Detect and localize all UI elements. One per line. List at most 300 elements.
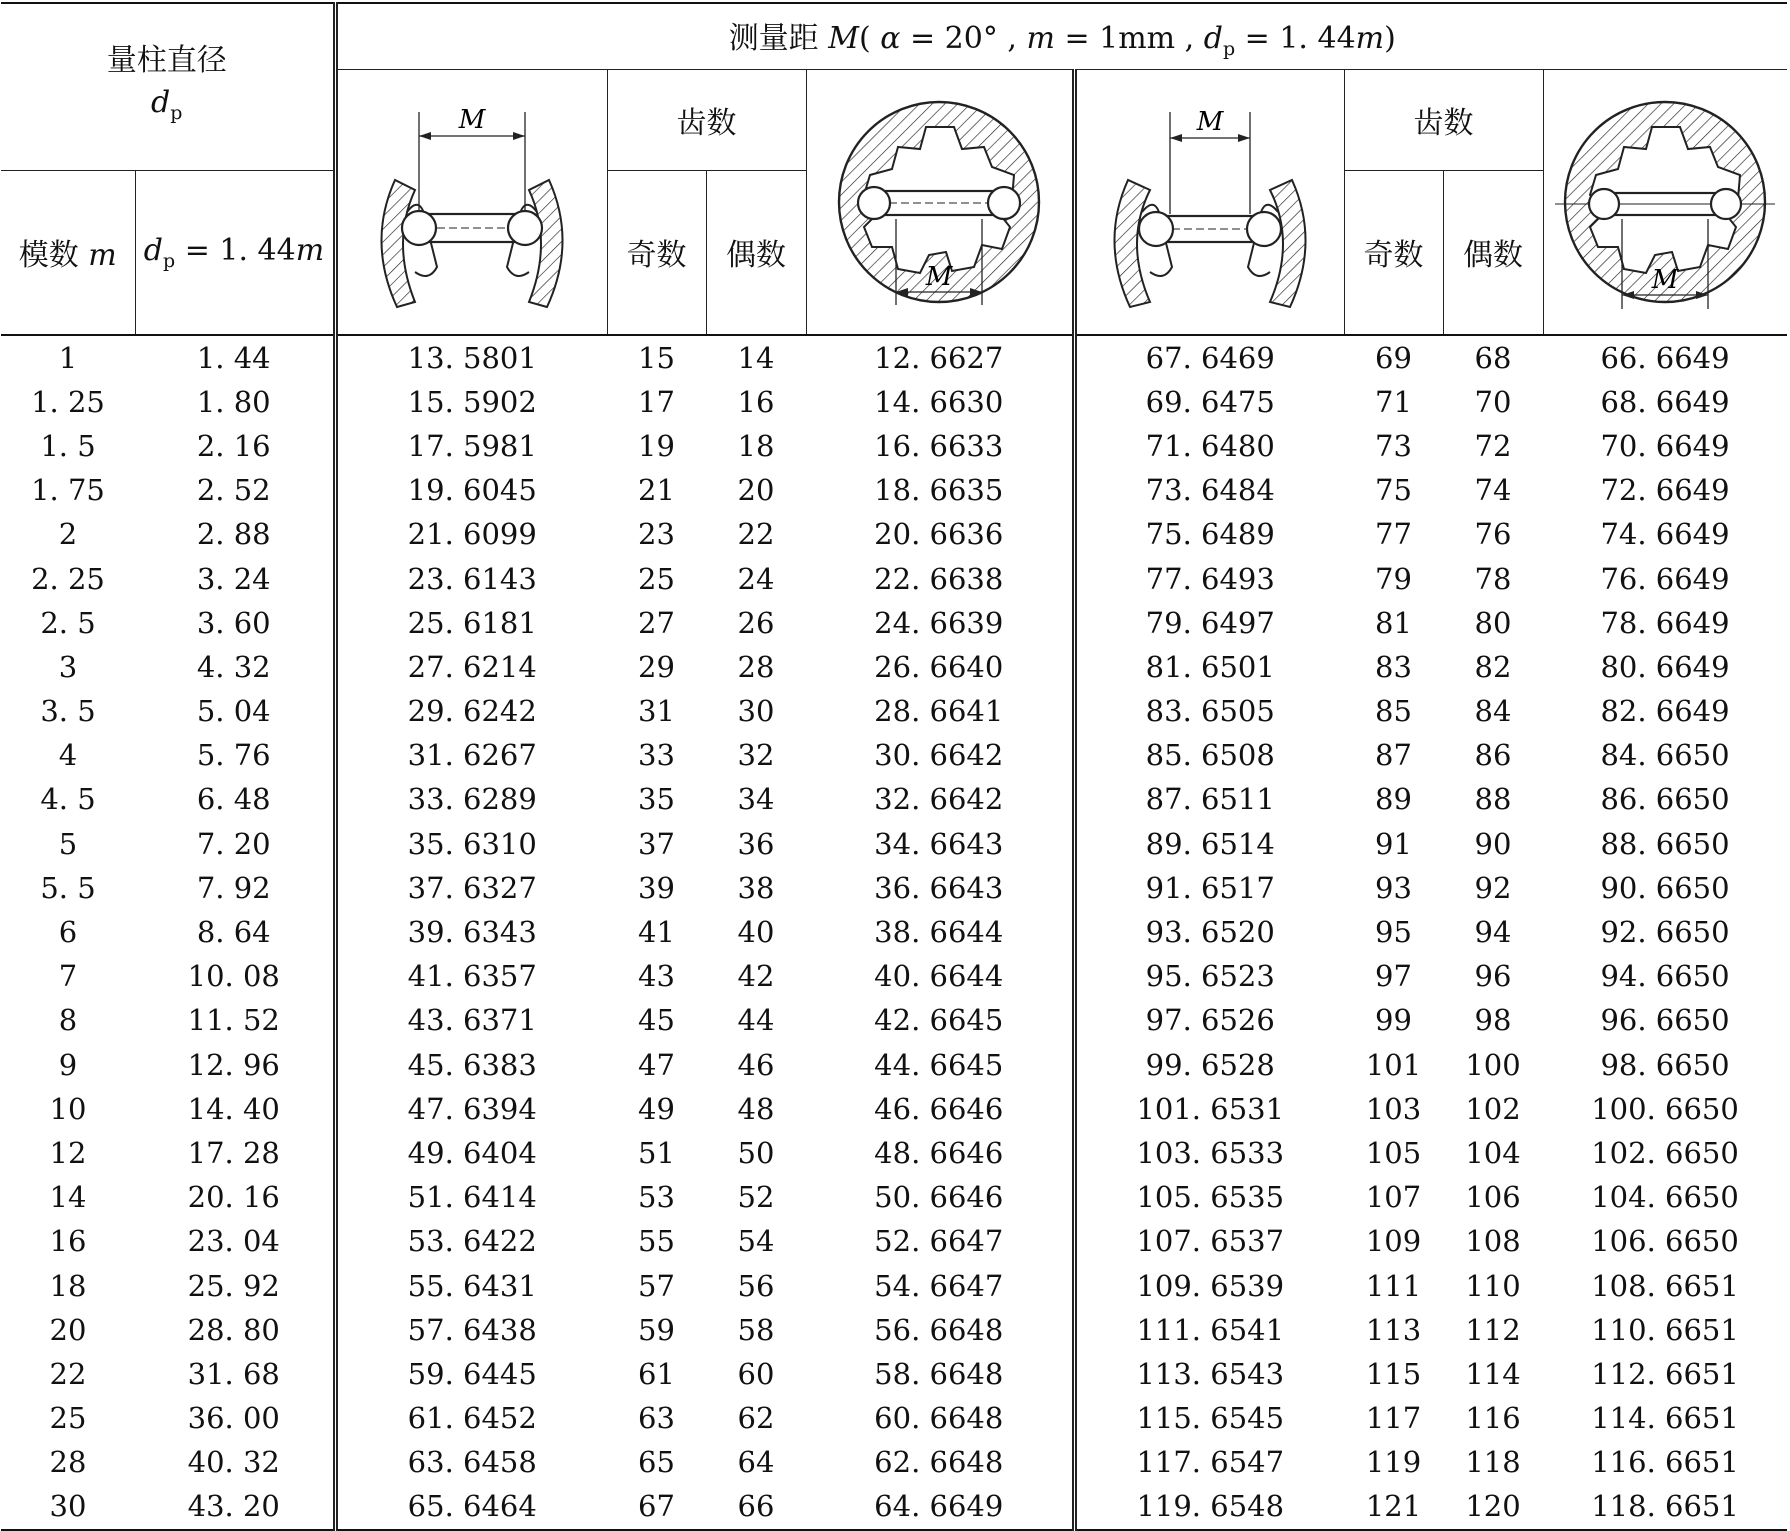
- cell-teeth-even: 18: [737, 428, 775, 463]
- cell-m-ext-large: 73. 6484: [1145, 473, 1275, 508]
- cell-teeth-even: 26: [737, 605, 775, 640]
- cell-m-ext-large: 79. 6497: [1145, 605, 1275, 640]
- cell-teeth-even: 42: [737, 959, 775, 994]
- cell-teeth-odd-2: 99: [1375, 1003, 1412, 1038]
- cell-m-ext-odd-even: 15. 5902: [407, 384, 537, 419]
- cell-m-int-odd-even: 40. 6644: [806, 954, 1074, 998]
- cell-m-int-large: 84. 6650: [1600, 738, 1730, 773]
- figure-internal-large: [1543, 69, 1787, 335]
- table-row: [1, 733, 1787, 777]
- cell-teeth-even: 46: [737, 1047, 775, 1082]
- cell-teeth-even-2: 72: [1474, 428, 1512, 463]
- cell-m-ext-odd-even: 55. 6431: [407, 1268, 537, 1303]
- cell-teeth-even-2: 92: [1474, 870, 1512, 905]
- cell-m-ext-large: 83. 6505: [1145, 694, 1275, 729]
- cell-m-ext-large: 67. 6469: [1145, 340, 1275, 375]
- cell-teeth-odd-2: 107: [1365, 1180, 1422, 1215]
- cell-teeth-odd-2: 69: [1375, 340, 1412, 375]
- cell-m-int-large: 92. 6650: [1600, 915, 1730, 950]
- cell-module: 10: [49, 1091, 87, 1126]
- cell-gauge-dia: 28. 80: [135, 1308, 335, 1352]
- table-row: [1, 1352, 1787, 1396]
- cell-m-ext-large: 91. 6517: [1145, 870, 1275, 905]
- cell-m-int-large: 104. 6650: [1591, 1180, 1739, 1215]
- cell-m-ext-large: 105. 6535: [1136, 1180, 1285, 1215]
- cell-teeth-odd: 57: [638, 1268, 675, 1303]
- dp-symbol: d: [143, 232, 164, 268]
- measure-title-close: ): [1384, 20, 1396, 56]
- cell-m-ext-odd-even: 63. 6458: [407, 1445, 537, 1480]
- cell-m-ext-large: 85. 6508: [1145, 738, 1275, 773]
- cell-m-ext-odd-even: 59. 6445: [407, 1356, 537, 1391]
- cell-m-int-odd-even: 20. 6636: [806, 512, 1074, 556]
- table-row: [1, 866, 1787, 910]
- header-teeth-count-2: [1344, 69, 1543, 170]
- cell-teeth-even: 50: [737, 1135, 775, 1170]
- cell-teeth-even: 22: [737, 517, 775, 552]
- cell-m-int-large: 98. 6650: [1600, 1047, 1730, 1082]
- measurement-table: [1, 2, 1787, 1531]
- cell-teeth-odd: 55: [638, 1224, 675, 1259]
- cell-m-ext-large: 93. 6520: [1145, 915, 1275, 950]
- cell-module: 1. 5: [40, 428, 96, 463]
- cell-m-ext-large: 95. 6523: [1145, 959, 1275, 994]
- cell-m-int-large: 118. 6651: [1543, 1484, 1787, 1529]
- header-teeth-count-1: [607, 69, 806, 170]
- cell-teeth-even-2: 78: [1474, 561, 1512, 596]
- cell-m-int-odd-even: 32. 6642: [806, 777, 1074, 821]
- cell-m-int-odd-even: 18. 6635: [806, 468, 1074, 512]
- cell-teeth-even-2: 68: [1474, 340, 1512, 375]
- cell-module: 28: [49, 1445, 87, 1480]
- dp-subscript: p: [163, 249, 176, 272]
- cell-m-int-odd-even: 22. 6638: [806, 556, 1074, 600]
- cell-teeth-odd-2: 121: [1344, 1484, 1443, 1529]
- cell-m-ext-odd-even: 37. 6327: [407, 870, 537, 905]
- cell-gauge-dia: 14. 40: [135, 1087, 335, 1131]
- cell-m-ext-odd-even: 41. 6357: [407, 959, 537, 994]
- cell-teeth-even-2: 70: [1474, 384, 1512, 419]
- cell-teeth-even: 62: [737, 1401, 775, 1436]
- cell-m-int-large: 102. 6650: [1591, 1135, 1739, 1170]
- cell-module: 4: [58, 738, 78, 773]
- cell-m-ext-odd-even: 53. 6422: [407, 1224, 537, 1259]
- cell-m-int-odd-even: 48. 6646: [806, 1131, 1074, 1175]
- cell-m-int-large: 96. 6650: [1600, 1003, 1730, 1038]
- cell-module: 1. 75: [31, 473, 105, 508]
- cell-m-ext-odd-even: 35. 6310: [407, 826, 537, 861]
- cell-teeth-odd: 21: [638, 473, 675, 508]
- cell-gauge-dia: 40. 32: [135, 1440, 335, 1484]
- table-row: [1, 1263, 1787, 1307]
- cell-module: 2. 25: [31, 561, 105, 596]
- cell-teeth-odd: 43: [638, 959, 675, 994]
- cell-teeth-even: 48: [737, 1091, 775, 1126]
- cell-m-int-odd-even: 28. 6641: [806, 689, 1074, 733]
- cell-m-int-odd-even: 36. 6643: [806, 866, 1074, 910]
- cell-teeth-odd-2: 105: [1365, 1135, 1422, 1170]
- cell-teeth-odd: 23: [638, 517, 675, 552]
- cell-m-ext-large: 115. 6545: [1136, 1401, 1285, 1436]
- cell-teeth-odd: 31: [638, 694, 675, 729]
- cell-gauge-dia: 5. 04: [135, 689, 335, 733]
- cell-m-int-large: 100. 6650: [1591, 1091, 1739, 1126]
- header-gauge-diameter: [1, 3, 335, 170]
- cell-teeth-odd: 51: [638, 1135, 675, 1170]
- cell-teeth-even: 20: [737, 473, 775, 508]
- cell-m-ext-large: 77. 6493: [1145, 561, 1275, 596]
- cell-m-int-large: 88. 6650: [1600, 826, 1730, 861]
- cell-teeth-odd: 37: [638, 826, 675, 861]
- cell-module: 7: [58, 959, 78, 994]
- cell-m-int-large: 80. 6649: [1600, 649, 1730, 684]
- cell-teeth-odd: 61: [638, 1356, 675, 1391]
- cell-teeth-even: 56: [737, 1268, 775, 1303]
- cell-m-ext-odd-even: 19. 6045: [407, 473, 537, 508]
- cell-teeth-even-2: 114: [1465, 1356, 1521, 1391]
- cell-teeth-odd: 63: [638, 1401, 675, 1436]
- cell-teeth-even: 24: [737, 561, 775, 596]
- dp-m: m: [295, 232, 325, 268]
- table-row: [1, 380, 1787, 424]
- cell-module: 22: [49, 1356, 87, 1391]
- table-row: [1, 1087, 1787, 1131]
- table-row: [1, 468, 1787, 512]
- cell-m-ext-odd-even: 23. 6143: [407, 561, 537, 596]
- cell-m-int-large: 66. 6649: [1600, 340, 1730, 375]
- cell-teeth-even-2: 82: [1474, 649, 1512, 684]
- cell-teeth-even: 16: [737, 384, 775, 419]
- cell-module: 12: [49, 1135, 87, 1170]
- cell-teeth-even: 30: [737, 694, 775, 729]
- cell-module: 6: [58, 915, 78, 950]
- table-row: [1, 910, 1787, 954]
- cell-module: 16: [49, 1224, 87, 1259]
- cell-m-ext-large: 99. 6528: [1145, 1047, 1275, 1082]
- cell-gauge-dia: 36. 00: [135, 1396, 335, 1440]
- cell-teeth-odd-2: 119: [1365, 1445, 1422, 1480]
- cell-teeth-odd-2: 75: [1375, 473, 1412, 508]
- table-row: [1, 1308, 1787, 1352]
- measure-title-mid2: = 1mm ,: [1054, 20, 1204, 56]
- cell-m-int-large: 82. 6649: [1600, 694, 1730, 729]
- cell-teeth-even-2: 110: [1465, 1268, 1521, 1303]
- cell-m-ext-large: 109. 6539: [1136, 1268, 1285, 1303]
- cell-m-int-odd-even: 50. 6646: [806, 1175, 1074, 1219]
- cell-m-ext-odd-even: 13. 5801: [407, 340, 537, 375]
- cell-teeth-odd-2: 91: [1375, 826, 1412, 861]
- cell-m-ext-odd-even: 25. 6181: [407, 605, 537, 640]
- cell-m-ext-large: 81. 6501: [1145, 649, 1275, 684]
- cell-gauge-dia: 2. 16: [135, 424, 335, 468]
- cell-m-int-odd-even: 44. 6645: [806, 1043, 1074, 1087]
- cell-teeth-odd-2: 95: [1375, 915, 1412, 950]
- cell-m-int-odd-even: 12. 6627: [806, 335, 1074, 380]
- figure-external-odd-even: [335, 69, 607, 335]
- cell-module: 30: [1, 1484, 135, 1529]
- cell-m-ext-large: 71. 6480: [1145, 428, 1275, 463]
- cell-teeth-odd-2: 117: [1365, 1401, 1422, 1436]
- cell-m-ext-odd-even: 49. 6404: [407, 1135, 537, 1170]
- cell-m-int-large: 74. 6649: [1600, 517, 1730, 552]
- cell-teeth-odd-2: 93: [1375, 870, 1412, 905]
- cell-m-int-large: 68. 6649: [1600, 384, 1730, 419]
- cell-teeth-odd-2: 97: [1375, 959, 1412, 994]
- cell-teeth-even: 38: [737, 870, 775, 905]
- cell-teeth-even: 34: [737, 782, 775, 817]
- cell-m-int-odd-even: 56. 6648: [806, 1308, 1074, 1352]
- cell-teeth-even: 54: [737, 1224, 775, 1259]
- cell-module: 1. 25: [31, 384, 105, 419]
- table-row: [1, 645, 1787, 689]
- odd-label-1: 奇数: [626, 238, 687, 273]
- cell-m-ext-large: 117. 6547: [1136, 1445, 1285, 1480]
- table-row: [1, 1131, 1787, 1175]
- cell-teeth-even-2: 76: [1474, 517, 1512, 552]
- table-row: [1, 954, 1787, 998]
- cell-gauge-dia: 10. 08: [135, 954, 335, 998]
- internal-gear-pin-diagram-2: [1550, 87, 1780, 317]
- cell-teeth-odd: 67: [607, 1484, 706, 1529]
- cell-m-ext-odd-even: 51. 6414: [407, 1180, 537, 1215]
- header-odd-2: [1344, 170, 1443, 335]
- cell-teeth-odd-2: 83: [1375, 649, 1412, 684]
- cell-teeth-odd-2: 115: [1365, 1356, 1422, 1391]
- cell-m-int-large: 90. 6650: [1600, 870, 1730, 905]
- cell-teeth-even: 64: [737, 1445, 775, 1480]
- cell-module: 9: [58, 1047, 78, 1082]
- cell-m-ext-odd-even: 65. 6464: [335, 1484, 607, 1529]
- external-gear-pin-diagram: [367, 92, 577, 312]
- cell-gauge-dia: 43. 20: [135, 1484, 335, 1529]
- cell-m-int-large: 86. 6650: [1600, 782, 1730, 817]
- cell-m-int-large: 70. 6649: [1600, 428, 1730, 463]
- cell-teeth-odd: 41: [638, 915, 675, 950]
- cell-module: 2. 5: [40, 605, 96, 640]
- cell-teeth-even: 14: [737, 340, 775, 375]
- cell-m-ext-odd-even: 57. 6438: [407, 1312, 537, 1347]
- cell-gauge-dia: 1. 44: [135, 335, 335, 380]
- cell-teeth-even-2: 112: [1465, 1312, 1521, 1347]
- cell-teeth-odd: 59: [638, 1312, 675, 1347]
- cell-teeth-even-2: 102: [1465, 1091, 1521, 1126]
- cell-teeth-even-2: 116: [1465, 1401, 1521, 1436]
- cell-m-int-odd-even: 42. 6645: [806, 998, 1074, 1042]
- measure-title-m2: m: [1355, 20, 1385, 56]
- cell-module: 8: [58, 1003, 78, 1038]
- header-dp-formula: [135, 170, 335, 335]
- cell-teeth-odd-2: 111: [1365, 1268, 1422, 1303]
- cell-teeth-even-2: 98: [1474, 1003, 1512, 1038]
- cell-m-int-odd-even: 52. 6647: [806, 1219, 1074, 1263]
- cell-m-int-odd-even: 58. 6648: [806, 1352, 1074, 1396]
- odd-label-2: 奇数: [1363, 238, 1424, 273]
- header-module: [1, 170, 135, 335]
- cell-teeth-even-2: 88: [1474, 782, 1512, 817]
- cell-gauge-dia: 8. 64: [135, 910, 335, 954]
- cell-gauge-dia: 2. 88: [135, 512, 335, 556]
- table-row: [1, 1440, 1787, 1484]
- gauge-diameter-label: 量柱直径: [106, 42, 227, 78]
- cell-teeth-even-2: 118: [1465, 1445, 1521, 1480]
- cell-m-ext-odd-even: 29. 6242: [407, 694, 537, 729]
- figure-external-large: [1074, 69, 1344, 335]
- header-even-1: [706, 170, 806, 335]
- cell-teeth-odd: 49: [638, 1091, 675, 1126]
- table-row: [1, 601, 1787, 645]
- cell-module: 20: [49, 1312, 87, 1347]
- table-row: [1, 1043, 1787, 1087]
- cell-m-int-odd-even: 54. 6647: [806, 1263, 1074, 1307]
- cell-teeth-even: 44: [737, 1003, 775, 1038]
- cell-m-ext-large: 107. 6537: [1136, 1224, 1285, 1259]
- table-row: [1, 689, 1787, 733]
- cell-teeth-even: 66: [706, 1484, 806, 1529]
- cell-m-int-odd-even: 24. 6639: [806, 601, 1074, 645]
- cell-module: 3: [58, 649, 78, 684]
- cell-m-ext-large: 103. 6533: [1136, 1135, 1285, 1170]
- cell-teeth-odd: 35: [638, 782, 675, 817]
- cell-gauge-dia: 3. 60: [135, 601, 335, 645]
- cell-teeth-even-2: 90: [1474, 826, 1512, 861]
- external-gear-pin-diagram-2: [1100, 92, 1320, 312]
- cell-teeth-odd: 53: [638, 1180, 675, 1215]
- measure-title-open: (: [858, 20, 881, 56]
- cell-gauge-dia: 25. 92: [135, 1263, 335, 1307]
- cell-module: 18: [49, 1268, 87, 1303]
- cell-teeth-even: 32: [737, 738, 775, 773]
- cell-gauge-dia: 4. 32: [135, 645, 335, 689]
- cell-gauge-dia: 2. 52: [135, 468, 335, 512]
- measure-title-M: M: [828, 20, 859, 56]
- cell-gauge-dia: 17. 28: [135, 1131, 335, 1175]
- cell-m-int-large: 112. 6651: [1591, 1356, 1739, 1391]
- cell-teeth-even-2: 108: [1465, 1224, 1521, 1259]
- figure-M-label-2: M: [925, 261, 953, 292]
- cell-module: 5: [58, 826, 78, 861]
- header-odd-1: [607, 170, 706, 335]
- cell-m-ext-odd-even: 27. 6214: [407, 649, 537, 684]
- cell-module: 25: [49, 1401, 87, 1436]
- cell-m-ext-odd-even: 17. 5981: [407, 428, 537, 463]
- cell-teeth-even-2: 120: [1443, 1484, 1543, 1529]
- cell-teeth-even: 36: [737, 826, 775, 861]
- header-even-2: [1443, 170, 1543, 335]
- cell-m-ext-odd-even: 43. 6371: [407, 1003, 537, 1038]
- cell-teeth-odd-2: 71: [1375, 384, 1412, 419]
- cell-teeth-even-2: 104: [1465, 1135, 1521, 1170]
- internal-gear-pin-diagram-1: [834, 87, 1044, 317]
- cell-gauge-dia: 20. 16: [135, 1175, 335, 1219]
- cell-gauge-dia: 23. 04: [135, 1219, 335, 1263]
- cell-teeth-odd: 17: [638, 384, 675, 419]
- cell-m-int-odd-even: 46. 6646: [806, 1087, 1074, 1131]
- cell-teeth-odd: 27: [638, 605, 675, 640]
- table-row: [1, 424, 1787, 468]
- cell-m-int-odd-even: 64. 6649: [806, 1484, 1074, 1529]
- table-row: [1, 777, 1787, 821]
- even-label-1: 偶数: [726, 238, 786, 273]
- cell-teeth-odd-2: 113: [1365, 1312, 1422, 1347]
- module-symbol: m: [88, 238, 117, 273]
- figure-M-label-1: M: [458, 104, 486, 135]
- cell-m-int-large: 114. 6651: [1591, 1401, 1739, 1436]
- cell-teeth-odd: 47: [638, 1047, 675, 1082]
- cell-teeth-odd: 65: [638, 1445, 675, 1480]
- measure-title-m: m: [1026, 20, 1055, 56]
- cell-gauge-dia: 6. 48: [135, 777, 335, 821]
- cell-teeth-odd: 15: [638, 340, 675, 375]
- cell-module: 5. 5: [40, 870, 96, 905]
- cell-teeth-even: 60: [737, 1356, 775, 1391]
- measure-title-alpha: α: [880, 20, 901, 56]
- cell-module: 2: [58, 517, 78, 552]
- cell-gauge-dia: 7. 92: [135, 866, 335, 910]
- measure-title-prefix: 测量距: [728, 20, 829, 56]
- module-label: 模数: [18, 238, 79, 273]
- cell-teeth-odd-2: 77: [1375, 517, 1412, 552]
- cell-teeth-odd-2: 101: [1365, 1047, 1422, 1082]
- cell-module: 4. 5: [40, 782, 96, 817]
- header-measurement-distance: [335, 3, 1787, 69]
- cell-m-int-odd-even: 34. 6643: [806, 822, 1074, 866]
- table-row: [1, 822, 1787, 866]
- measure-title-mid1: = 20° ,: [900, 20, 1027, 56]
- cell-module: 14: [49, 1180, 87, 1215]
- cell-teeth-odd-2: 87: [1375, 738, 1412, 773]
- cell-teeth-odd: 45: [638, 1003, 675, 1038]
- cell-teeth-odd-2: 103: [1365, 1091, 1422, 1126]
- cell-gauge-dia: 12. 96: [135, 1043, 335, 1087]
- cell-m-ext-odd-even: 47. 6394: [407, 1091, 537, 1126]
- table-row: [1, 512, 1787, 556]
- table-row: [1, 1484, 1787, 1529]
- cell-m-ext-odd-even: 33. 6289: [407, 782, 537, 817]
- measure-title-dsub: p: [1222, 37, 1236, 60]
- cell-m-int-large: 106. 6650: [1591, 1224, 1739, 1259]
- cell-gauge-dia: 3. 24: [135, 556, 335, 600]
- cell-m-ext-large: 97. 6526: [1145, 1003, 1275, 1038]
- cell-m-int-odd-even: 14. 6630: [806, 380, 1074, 424]
- teeth-count-label-2: 齿数: [1413, 105, 1474, 141]
- table-row: [1, 998, 1787, 1042]
- cell-teeth-odd: 29: [638, 649, 675, 684]
- table-row: [1, 556, 1787, 600]
- cell-m-int-odd-even: 30. 6642: [806, 733, 1074, 777]
- cell-m-ext-large: 89. 6514: [1145, 826, 1275, 861]
- cell-teeth-even: 52: [737, 1180, 775, 1215]
- cell-m-ext-odd-even: 31. 6267: [407, 738, 537, 773]
- cell-m-ext-large: 113. 6543: [1136, 1356, 1285, 1391]
- cell-m-ext-odd-even: 39. 6343: [407, 915, 537, 950]
- gauge-diameter-symbol: d: [151, 84, 171, 120]
- cell-m-int-large: 94. 6650: [1600, 959, 1730, 994]
- measure-title-d: d: [1203, 20, 1223, 56]
- cell-m-int-large: 108. 6651: [1591, 1268, 1739, 1303]
- dp-rhs: = 1. 44: [175, 232, 296, 268]
- figure-M-label-3: M: [1196, 106, 1224, 137]
- cell-m-ext-large: 119. 6548: [1074, 1484, 1344, 1529]
- cell-m-ext-large: 101. 6531: [1136, 1091, 1285, 1126]
- cell-teeth-even-2: 84: [1474, 694, 1512, 729]
- cell-teeth-odd-2: 79: [1375, 561, 1412, 596]
- cell-m-ext-large: 87. 6511: [1145, 782, 1275, 817]
- table-row: [1, 1175, 1787, 1219]
- cell-teeth-even-2: 86: [1474, 738, 1512, 773]
- cell-gauge-dia: 11. 52: [135, 998, 335, 1042]
- cell-teeth-even: 40: [737, 915, 775, 950]
- cell-gauge-dia: 31. 68: [135, 1352, 335, 1396]
